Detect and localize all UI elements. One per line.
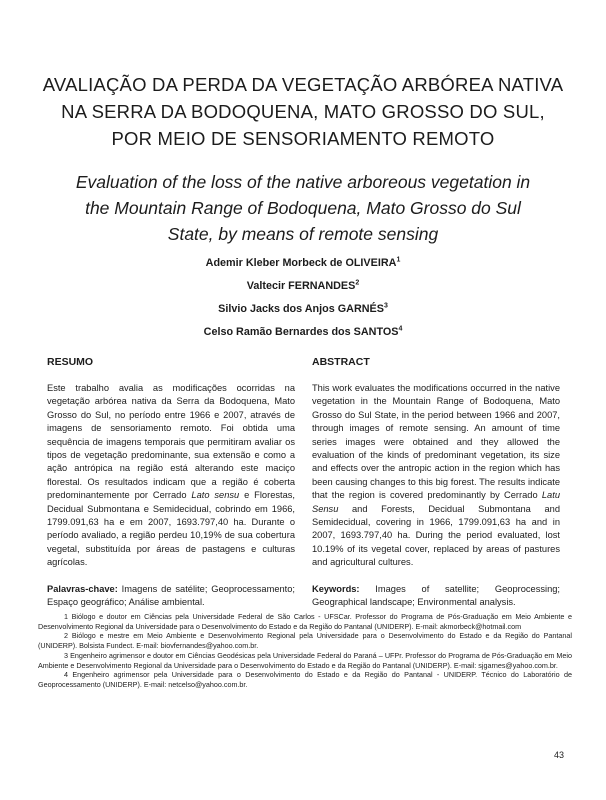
title-en-line: Evaluation of the loss of the native arboreous vegetation in [75,172,531,192]
author-footnote-ref: 4 [398,325,403,333]
author-footnote-ref: 3 [383,302,388,310]
abstract-text: and Forests, Decidual Submontana and Semidecidual, covering in 1966, 1799.091,63 ha and in 2007, 1693.797,40 ha. During the period evaluated, lost 10.19% of its vegetal cover, replaced by areas of pastures and agricultural cultures. [312,503,560,568]
abstract-heading: ABSTRACT [312,356,370,368]
title-en-line: State, by means of remote sensing [167,224,439,244]
author-name: Ademir Kleber Morbeck de OLIVEIRA [205,257,397,269]
keywords-pt-label: Palavras-chave: [47,583,118,594]
page-title-portuguese [30,71,576,152]
resumo-text: Este trabalho avalia as modificações ocorridas na vegetação arbórea nativa da Serra da Bodoquena, Mato Grosso do Sul, no período entre 1966 e 2007, através de imagens de sensoriamento remoto. Foi obtida uma sequência de imagens temporais que permitiram avaliar os tipos de vegetação predominante, sua extensão e como a ação antrópica na região está alterando este maciço florestal. Os resultados indicam que a região é coberta predominantemente por Cerrado [47,383,295,501]
page-title-english [30,169,576,247]
author-line [30,298,576,321]
keywords-en-label: Keywords: [312,583,360,594]
footnote: 4 Engenheiro agrimensor pela Universidade para o Desenvolvimento do Estado e da Região do Pantanal - UNIDERP. Técnico do Laboratório de Geoprocessamento (UNIDERP). E-mail: netcelso@yahoo.com.br. [38,670,572,689]
page-number: 43 [553,750,564,760]
footnote-block [38,612,572,690]
resumo-text: e Florestas, Decidual Submontana e Semidecidual, cobrindo em 1966, 1799.091,63 ha e em 2007, 1693.797,40 ha. Durante o período avaliado, a região perdeu 10,19% de sua cobertura vegetal, substituída por áreas de pastagens e culturas agrícolas. [47,490,295,568]
footnote: 3 Engenheiro agrimensor e doutor em Ciências Geodésicas pela Universidade Federal do Paraná – UFPr. Professor do Programa de Pós-Graduação em Meio Ambiente e Desenvolvimento Regional da Universidade para o Desenvolvimento do Estado e da Região do Pantanal (UNIDERP). E-mail: sjgarnes@yahoo.com.br. [38,650,572,670]
keywords-portuguese [47,583,295,610]
resumo-latin-term: Lato sensu [191,490,240,501]
abstract-body [312,382,560,570]
title-pt-line: NA SERRA DA BODOQUENA, MATO GROSSO DO SUL, [61,101,545,122]
title-pt-line: POR MEIO DE SENSORIAMENTO REMOTO [111,128,495,149]
keywords-en-text: Images of satellite; Geoprocessing; Geographical landscape; Environmental analysis. [312,583,560,608]
footnote: 1 Biólogo e doutor em Ciências pela Universidade Federal de São Carlos - UFSCar. Professor do Programa de Pós-Graduação em Meio Ambiente e Desenvolvimento Regional da Universidade para o Desenvolvimento do Estado e da Região do Pantanal (UNIDERP). E-mail: akmorbeck@hotmail.com [38,612,572,631]
author-line [30,275,576,298]
author-footnote-ref: 1 [396,256,401,264]
title-pt-line: AVALIAÇÃO DA PERDA DA VEGETAÇÃO ARBÓREA NATIVA [42,74,564,95]
author-footnote-ref: 2 [355,279,360,287]
abstract-column [312,356,560,610]
author-list [30,252,576,344]
author-line [30,321,576,344]
resumo-body [47,382,295,570]
footnote: 2 Biólogo e mestre em Meio Ambiente e Desenvolvimento Regional pela Universidade para o Desenvolvimento do Estado e da Região do Pantanal (UNIDERP). Bolsista Fundect. E-mail: biovfernandes@yahoo.com.br. [38,631,572,651]
abstract-latin-term: Latu Sensu [312,490,560,514]
abstract-columns [47,356,560,610]
keywords-pt-text: Imagens de satélite; Geoprocessamento; Espaço geográfico; Análise ambiental. [47,583,295,608]
author-name: Celso Ramão Bernardes dos SANTOS [203,326,399,338]
keywords-english [312,583,560,610]
author-name: Valtecir FERNANDES [246,280,356,292]
author-name: Silvio Jacks dos Anjos GARNÉS [218,303,384,315]
author-line [30,252,576,275]
title-en-line: the Mountain Range of Bodoquena, Mato Grosso do Sul [85,198,521,218]
resumo-column [47,356,295,610]
resumo-heading: RESUMO [47,356,94,368]
abstract-text: This work evaluates the modifications occurred in the native vegetation in the Mountain Range of Bodoquena, Mato Grosso do Sul State, in the period between 1966 and 2007, through images of remote sensing. An amount of time series images were obtained and they allowed the evaluation of the kinds of predominant vegetation, its size and effects over the antropic action in the region which has been causing changes to this big forest. The results indicate that the region is covered predominantly by Cerrado [312,383,560,501]
